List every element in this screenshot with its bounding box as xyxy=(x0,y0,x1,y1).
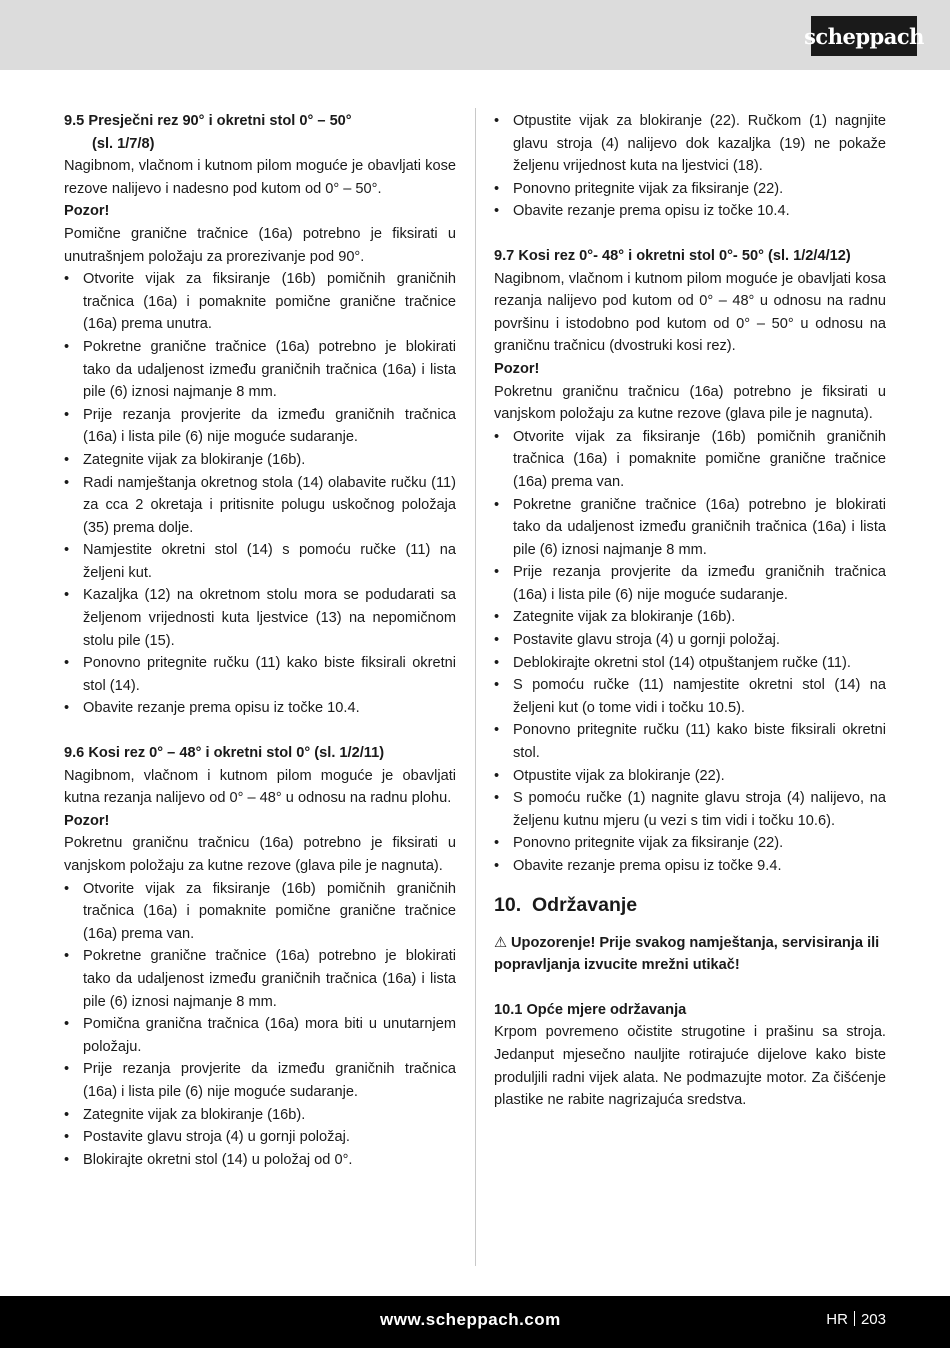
pozor-label: Pozor! xyxy=(494,360,540,377)
list-item: • Namjestite okretni stol (14) s pomoću ručke (11) na željeni kut. xyxy=(64,539,456,584)
language-code: HR xyxy=(826,1311,848,1328)
section-title: 9.7 Kosi rez 0°- 48° i okretni stol 0°- 50° (sl. 1/2/4/12) xyxy=(494,247,851,264)
list-item: • Ponovno pritegnite vijak za fiksiranje (22). xyxy=(494,832,886,855)
list-item: • Ponovno pritegnite ručku (11) kako biste fiksirali okretni stol. xyxy=(494,719,886,764)
bullet-list xyxy=(64,878,456,1172)
list-item: • Pokretne granične tračnice (16a) potrebno je blokirati tako da udaljenost između graničnih tračnica (16a) i lista pile (6) iznosi najmanje 8 mm. xyxy=(494,494,886,562)
section-9-6 xyxy=(64,742,456,1171)
list-item: • Zategnite vijak za blokiranje (16b). xyxy=(494,606,886,629)
section-intro: Nagibnom, vlačnom i kutnom pilom moguće je obavljati kosa rezanja nalijevo pod kutom od 0° – 48° u odnosu na radnu površinu i istodobno pod kutom od 0° – 50° u odnosu na graničnu tračnicu (dvostruki kosi rez). xyxy=(494,270,886,355)
list-item: • Obavite rezanje prema opisu iz točke 10.4. xyxy=(494,200,886,223)
list-item: • Pomična granična tračnica (16a) mora biti u unutarnjem položaju. xyxy=(64,1013,456,1058)
list-item: • Postavite glavu stroja (4) u gornji položaj. xyxy=(494,629,886,652)
section-9-5 xyxy=(64,110,456,720)
section-intro: Nagibnom, vlačnom i kutnom pilom moguće je obavljati kose rezove nalijevo i nadesno pod kutom od 0° – 50°. xyxy=(64,158,456,197)
pozor-label: Pozor! xyxy=(64,203,110,220)
header-bar xyxy=(0,0,950,70)
pozor-label: Pozor! xyxy=(64,812,110,829)
page-number: 203 xyxy=(860,1311,886,1328)
list-item: • Deblokirajte okretni stol (14) otpuštanjem ručke (11). xyxy=(494,652,886,675)
pozor-text: Pomične granične tračnice (16a) potrebno je fiksirati u unutrašnjem položaju za prorezivanje pod 90°. xyxy=(64,225,456,265)
list-item: • Obavite rezanje prema opisu iz točke 10.4. xyxy=(64,697,456,720)
list-item: • Postavite glavu stroja (4) u gornji položaj. xyxy=(64,1126,456,1149)
warning-block xyxy=(494,932,886,977)
separator xyxy=(854,1311,855,1326)
bullet-list-continued xyxy=(494,110,886,223)
footer-website-link[interactable]: www.scheppach.com xyxy=(380,1310,561,1329)
list-item: • Prije rezanja provjerite da između graničnih tračnica (16a) i lista pile (6) nije moguće sudaranje. xyxy=(64,1058,456,1103)
chapter-heading xyxy=(494,892,886,918)
page-info xyxy=(826,1311,886,1328)
list-item: • Zategnite vijak za blokiranje (16b). xyxy=(64,1104,456,1127)
list-item: • Pokretne granične tračnice (16a) potrebno je blokirati tako da udaljenost između graničnih tračnica (16a) i lista pile (6) iznosi najmanje 8 mm. xyxy=(64,945,456,1013)
warning-triangle-icon: ⚠ xyxy=(494,934,508,951)
section-intro: Nagibnom, vlačnom i kutnom pilom moguće je obavljati kutna rezanja nalijevo od 0° – 48° u odnosu na radnu plohu. xyxy=(64,767,456,807)
subsection-text: Krpom povremeno očistite strugotine i prašinu sa stroja. Jedanput mjesečno nauljite rotirajuće dijelove kako biste produljili radni vijek alata. Ne podmazujte motor. Za čišćenje plastike ne rabite nagrizajuća sredstva. xyxy=(494,1024,886,1109)
right-column xyxy=(494,110,886,1112)
list-item: • Prije rezanja provjerite da između graničnih tračnica (16a) i lista pile (6) nije moguće sudaranje. xyxy=(494,561,886,606)
chapter-title: Održavanje xyxy=(532,893,638,916)
pozor-text: Pokretnu graničnu tračnicu (16a) potrebno je fiksirati u vanjskom položaju za kutne rezove (glava pile je nagnuta). xyxy=(64,835,456,874)
column-divider xyxy=(475,108,476,1266)
list-item: • Obavite rezanje prema opisu iz točke 9.4. xyxy=(494,855,886,878)
left-column xyxy=(64,110,456,1171)
section-title-figure-ref: (sl. 1/7/8) xyxy=(92,135,155,152)
section-title: 9.6 Kosi rez 0° – 48° i okretni stol 0° (sl. 1/2/11) xyxy=(64,745,385,762)
section-10 xyxy=(494,892,886,1112)
list-item: • S pomoću ručke (1) nagnite glavu stroja (4) nalijevo, na željenu kutnu mjeru (u vezi s tim vidi i točku 10.6). xyxy=(494,787,886,832)
section-9-7 xyxy=(494,245,886,878)
list-item: • Ponovno pritegnite ručku (11) kako biste fiksirali okretni stol (14). xyxy=(64,652,456,697)
list-item: • Ponovno pritegnite vijak za fiksiranje (22). xyxy=(494,178,886,201)
list-item: • Prije rezanja provjerite da između graničnih tračnica (16a) i lista pile (6) nije moguće sudaranje. xyxy=(64,404,456,449)
list-item: • Otvorite vijak za fiksiranje (16b) pomičnih graničnih tračnica (16a) i pomaknite pomične granične tračnice (16a) prema van. xyxy=(64,878,456,946)
list-item: • S pomoću ručke (11) namjestite okretni stol (14) na željeni kut (o tome vidi i točku 10.5). xyxy=(494,674,886,719)
list-item: • Otvorite vijak za fiksiranje (16b) pomičnih graničnih tračnica (16a) i pomaknite pomične granične tračnice (16a) prema unutra. xyxy=(64,268,456,336)
footer-bar xyxy=(0,1296,950,1348)
list-item: • Pokretne granične tračnice (16a) potrebno je blokirati tako da udaljenost između graničnih tračnica (16a) i lista pile (6) iznosi najmanje 8 mm. xyxy=(64,336,456,404)
chapter-number: 10. xyxy=(494,893,522,916)
brand-logo: scheppach xyxy=(811,16,917,56)
bullet-list xyxy=(64,268,456,720)
bullet-list xyxy=(494,426,886,878)
pozor-text: Pokretnu graničnu tračnicu (16a) potrebno je fiksirati u vanjskom položaju za kutne rezove (glava pile je nagnuta). xyxy=(494,383,886,423)
warning-text: Upozorenje! Prije svakog namještanja, servisiranja ili popravljanja izvucite mrežni utikač! xyxy=(494,934,880,974)
list-item: • Kazaljka (12) na okretnom stolu mora se podudarati sa željenom vrijednosti kuta ljestvice (13) na nepomičnom stolu pile (15). xyxy=(64,584,456,652)
list-item: • Blokirajte okretni stol (14) u položaj od 0°. xyxy=(64,1149,456,1172)
section-title: 9.5 Presječni rez 90° i okretni stol 0° – 50° xyxy=(64,113,352,129)
list-item: • Otvorite vijak za fiksiranje (16b) pomičnih graničnih tračnica (16a) i pomaknite pomične granične tračnice (16a) prema van. xyxy=(494,426,886,494)
list-item: • Radi namještanja okretnog stola (14) olabavite ručku (11) za cca 2 okretaja i pritisnite polugu uskočnog položaja (35) prema dolje. xyxy=(64,472,456,540)
list-item: • Otpustite vijak za blokiranje (22). Ručkom (1) nagnjite glavu stroja (4) nalijevo dok kazaljka (19) ne pokaže željenu vrijednost kuta na ljestvici (18). xyxy=(494,110,886,178)
subsection-title: 10.1 Opće mjere održavanja xyxy=(494,1001,687,1018)
list-item: • Zategnite vijak za blokiranje (16b). xyxy=(64,449,456,472)
list-item: • Otpustite vijak za blokiranje (22). xyxy=(494,765,886,788)
